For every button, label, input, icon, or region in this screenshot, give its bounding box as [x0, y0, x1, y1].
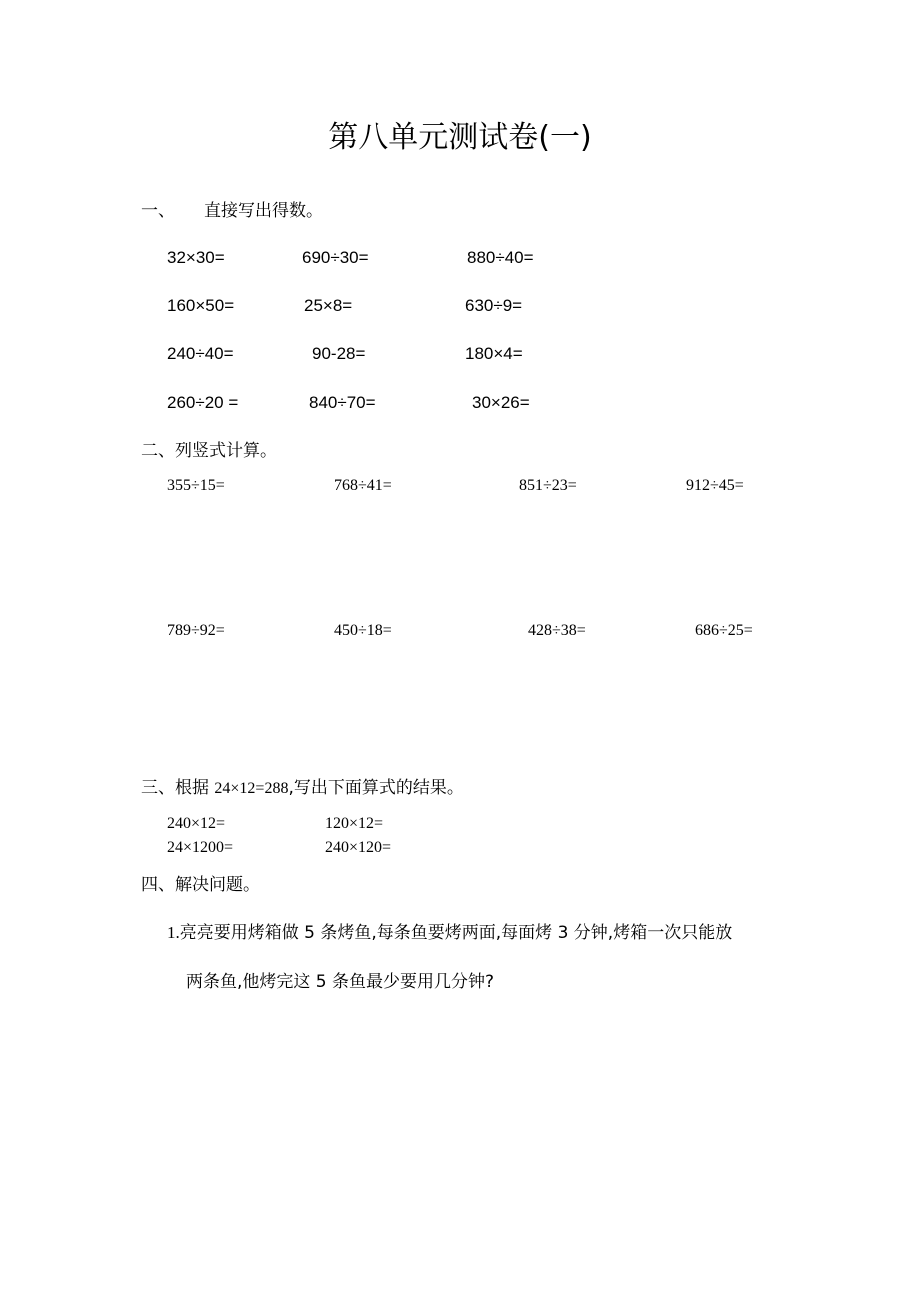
oral-problem: 880÷40=: [467, 248, 534, 267]
problem-text: 亮亮要用烤箱做 5 条烤鱼,每条鱼要烤两面,每面烤 3 分钟,烤箱一次只能放: [179, 923, 733, 943]
oral-problem: 90-28=: [312, 344, 366, 363]
oral-problem: 30×26=: [472, 393, 530, 412]
vertical-problem: 851÷23=: [519, 477, 577, 494]
section-3-heading: [141, 776, 464, 800]
oral-problem: 260÷20 =: [167, 393, 239, 412]
result-problem: 240×12=: [167, 815, 226, 832]
oral-problem: 25×8=: [304, 296, 353, 315]
oral-problem: 690÷30=: [302, 248, 369, 267]
word-problem-line-2: 两条鱼,他烤完这 5 条鱼最少要用几分钟?: [186, 972, 495, 992]
oral-problem: 32×30=: [167, 248, 225, 267]
section-3-heading-prefix: 三、根据: [141, 778, 215, 798]
result-problem: 120×12=: [325, 815, 384, 832]
vertical-problem: 428÷38=: [528, 622, 586, 639]
vertical-problem: 686÷25=: [695, 622, 753, 639]
vertical-problem: 355÷15=: [167, 477, 225, 494]
oral-problem: 180×4=: [465, 344, 523, 363]
word-problem-line-1: [167, 920, 732, 946]
section-4-heading: 四、解决问题。: [141, 875, 260, 895]
result-problem: 240×120=: [325, 839, 392, 856]
vertical-problem: 768÷41=: [334, 477, 392, 494]
section-3-formula: 24×12=288: [214, 780, 289, 797]
vertical-problem: 912÷45=: [686, 477, 744, 494]
vertical-problem: 450÷18=: [334, 622, 392, 639]
section-3-heading-suffix: ,写出下面算式的结果。: [288, 778, 464, 798]
oral-problem: 840÷70=: [309, 393, 376, 412]
section-1-heading: 直接写出得数。: [204, 201, 323, 221]
section-1-number: 一、: [141, 201, 175, 221]
vertical-problem: 789÷92=: [167, 622, 225, 639]
oral-problem: 160×50=: [167, 296, 235, 315]
page-title: 第八单元测试卷(一): [328, 120, 592, 155]
oral-problem: 240÷40=: [167, 344, 234, 363]
oral-problem: 630÷9=: [465, 296, 523, 315]
section-2-heading: 二、列竖式计算。: [141, 441, 277, 461]
problem-number: 1.: [167, 923, 180, 942]
result-problem: 24×1200=: [167, 839, 234, 856]
